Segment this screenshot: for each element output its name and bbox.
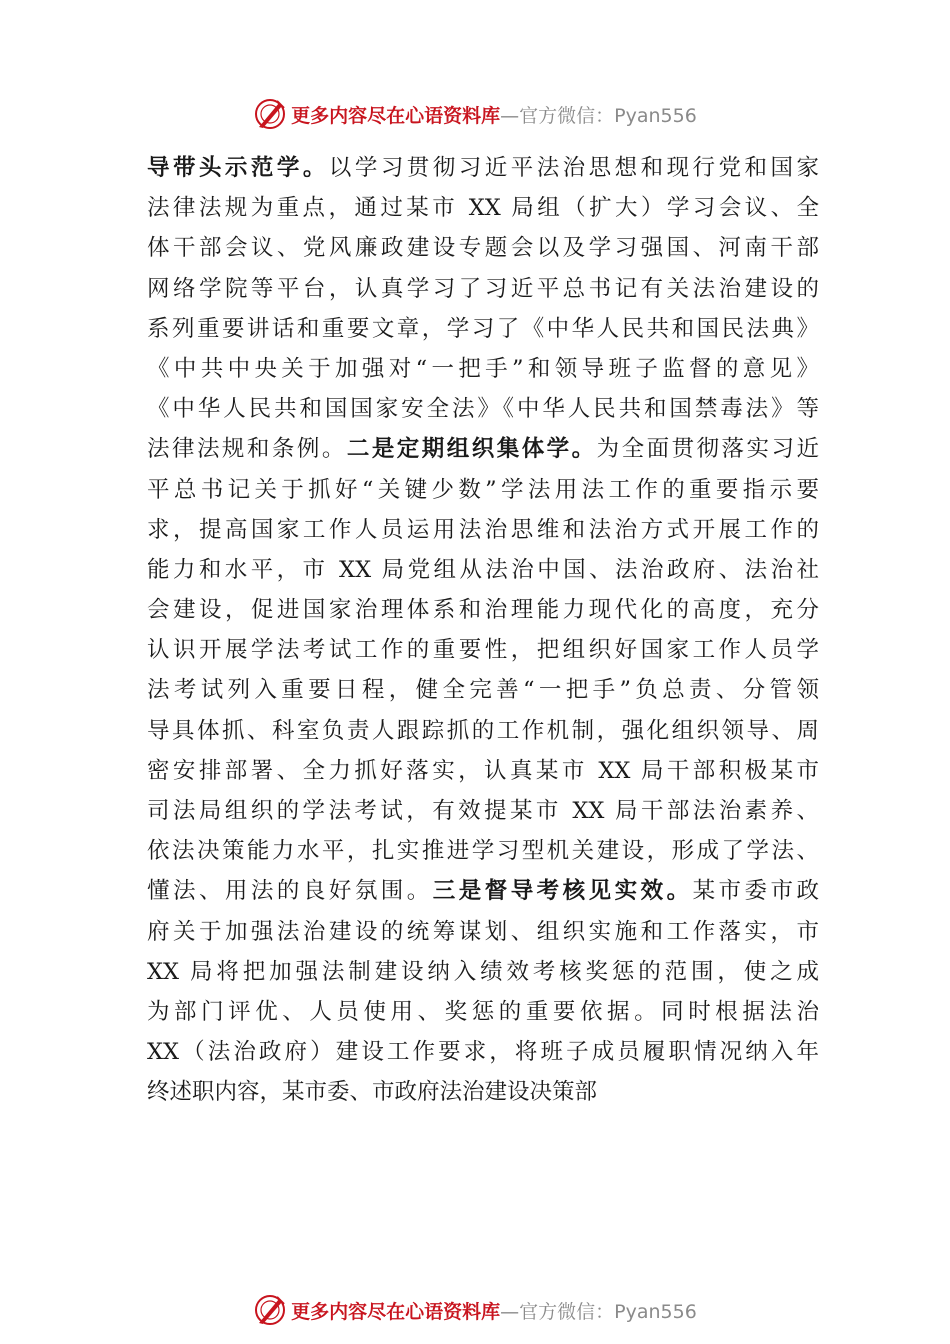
- body-text-run: 以学习贯彻习近平法治思想和现行党和国家: [328, 155, 819, 181]
- body-text-run: 终述职内容，某市委、市政府法治建设决策部: [147, 1079, 598, 1106]
- text-line: [147, 429, 819, 469]
- text-line: [147, 1072, 819, 1112]
- bold-heading-text: 三是督导考核见实效。: [432, 878, 693, 905]
- text-line: [147, 670, 819, 710]
- banner-wechat-text: —官方微信：Pyan556: [500, 1300, 697, 1323]
- body-text-run: 能力和水平，市 XX 局党组从法治中国、法治政府、法治社: [147, 556, 819, 583]
- body-text-run: 府关于加强法治建设的统筹谋划、组织实施和工作落实，市: [147, 918, 819, 945]
- body-text-run: XX 局将把加强法制建设纳入绩效考核奖惩的范围，使之成: [147, 958, 819, 985]
- text-line: [147, 550, 819, 590]
- text-line: [147, 751, 819, 791]
- document-body: [147, 148, 819, 1113]
- body-text-run: 《中华人民共和国国家安全法》《中华人民共和国禁毒法》等: [147, 396, 819, 423]
- banner-wechat-text: —官方微信：Pyan556: [500, 104, 697, 127]
- body-text-run: 会建设，促进国家治理体系和治理能力现代化的高度，充分: [147, 597, 819, 624]
- text-line: [147, 590, 819, 630]
- text-line: [147, 912, 819, 952]
- body-text-run: 密安排部署、全力抓好落实，认真某市 XX 局干部积极某市: [147, 757, 819, 784]
- body-text-run: 体干部会议、党风廉政建设专题会以及学习强国、河南干部: [147, 235, 819, 262]
- text-line: [147, 992, 819, 1032]
- text-line: [147, 349, 819, 389]
- text-line: [147, 630, 819, 670]
- body-text-run: XX（法治政府）建设工作要求，将班子成员履职情况纳入年: [147, 1039, 819, 1066]
- body-text-run: 求，提高国家工作人员运用法治思维和法治方式开展工作的: [147, 516, 819, 543]
- quill-seal-icon: [253, 1293, 287, 1327]
- body-text-run: 《中共中央关于加强对“一把手”和领导班子监督的意见》: [147, 355, 819, 382]
- text-line: [147, 711, 819, 751]
- header-watermark-banner: [0, 94, 950, 134]
- text-line: [147, 228, 819, 268]
- text-line: [147, 791, 819, 831]
- bold-heading-text: 二是定期组织集体学。: [346, 436, 597, 463]
- body-text-run: 司法局组织的学法考试，有效提某市 XX 局干部法治素养、: [147, 798, 819, 824]
- bold-heading-text: 导带头示范学。: [147, 155, 329, 181]
- body-text-run: 认识开展学法考试工作的重要性，把组织好国家工作人员学: [147, 637, 819, 664]
- text-line: [147, 269, 819, 309]
- body-text-run: 法考试列入重要日程，健全完善“一把手”负总责、分管领: [147, 677, 819, 704]
- text-line: [147, 188, 819, 228]
- body-text-run: 懂法、用法的良好氛围。: [147, 878, 433, 905]
- body-text-run: 法律法规为重点，通过某市 XX 局组（扩大）学习会议、全: [147, 195, 819, 222]
- text-line: [147, 1032, 819, 1072]
- body-text-run: 为全面贯彻落实习近: [596, 436, 819, 463]
- text-line: [147, 148, 819, 188]
- text-line: [147, 309, 819, 349]
- body-text-run: 依法决策能力水平，扎实推进学习型机关建设，形成了学法、: [147, 838, 819, 865]
- body-text-run: 某市委市政: [692, 878, 819, 905]
- body-text-run: 为部门评优、人员使用、奖惩的重要依据。同时根据法治: [147, 998, 819, 1025]
- body-text-run: 系列重要讲话和重要文章，学习了《中华人民共和国民法典》: [147, 315, 819, 342]
- footer-watermark-banner: [0, 1290, 950, 1330]
- text-line: [147, 871, 819, 911]
- banner-brand-text: 更多内容尽在心语资料库: [291, 104, 501, 127]
- body-text-run: 平总书记关于抓好“关键少数”学法用法工作的重要指示要: [147, 476, 819, 503]
- text-line: [147, 952, 819, 992]
- text-line: [147, 510, 819, 550]
- body-text-run: 网络学院等平台，认真学习了习近平总书记有关法治建设的: [147, 275, 819, 302]
- text-line: [147, 831, 819, 871]
- text-line: [147, 389, 819, 429]
- body-text-run: 法律法规和条例。: [147, 436, 347, 463]
- banner-brand-text: 更多内容尽在心语资料库: [291, 1300, 501, 1323]
- text-line: [147, 470, 819, 510]
- quill-seal-icon: [253, 97, 287, 131]
- body-text-run: 导具体抓、科室负责人跟踪抓的工作机制，强化组织领导、周: [147, 717, 819, 744]
